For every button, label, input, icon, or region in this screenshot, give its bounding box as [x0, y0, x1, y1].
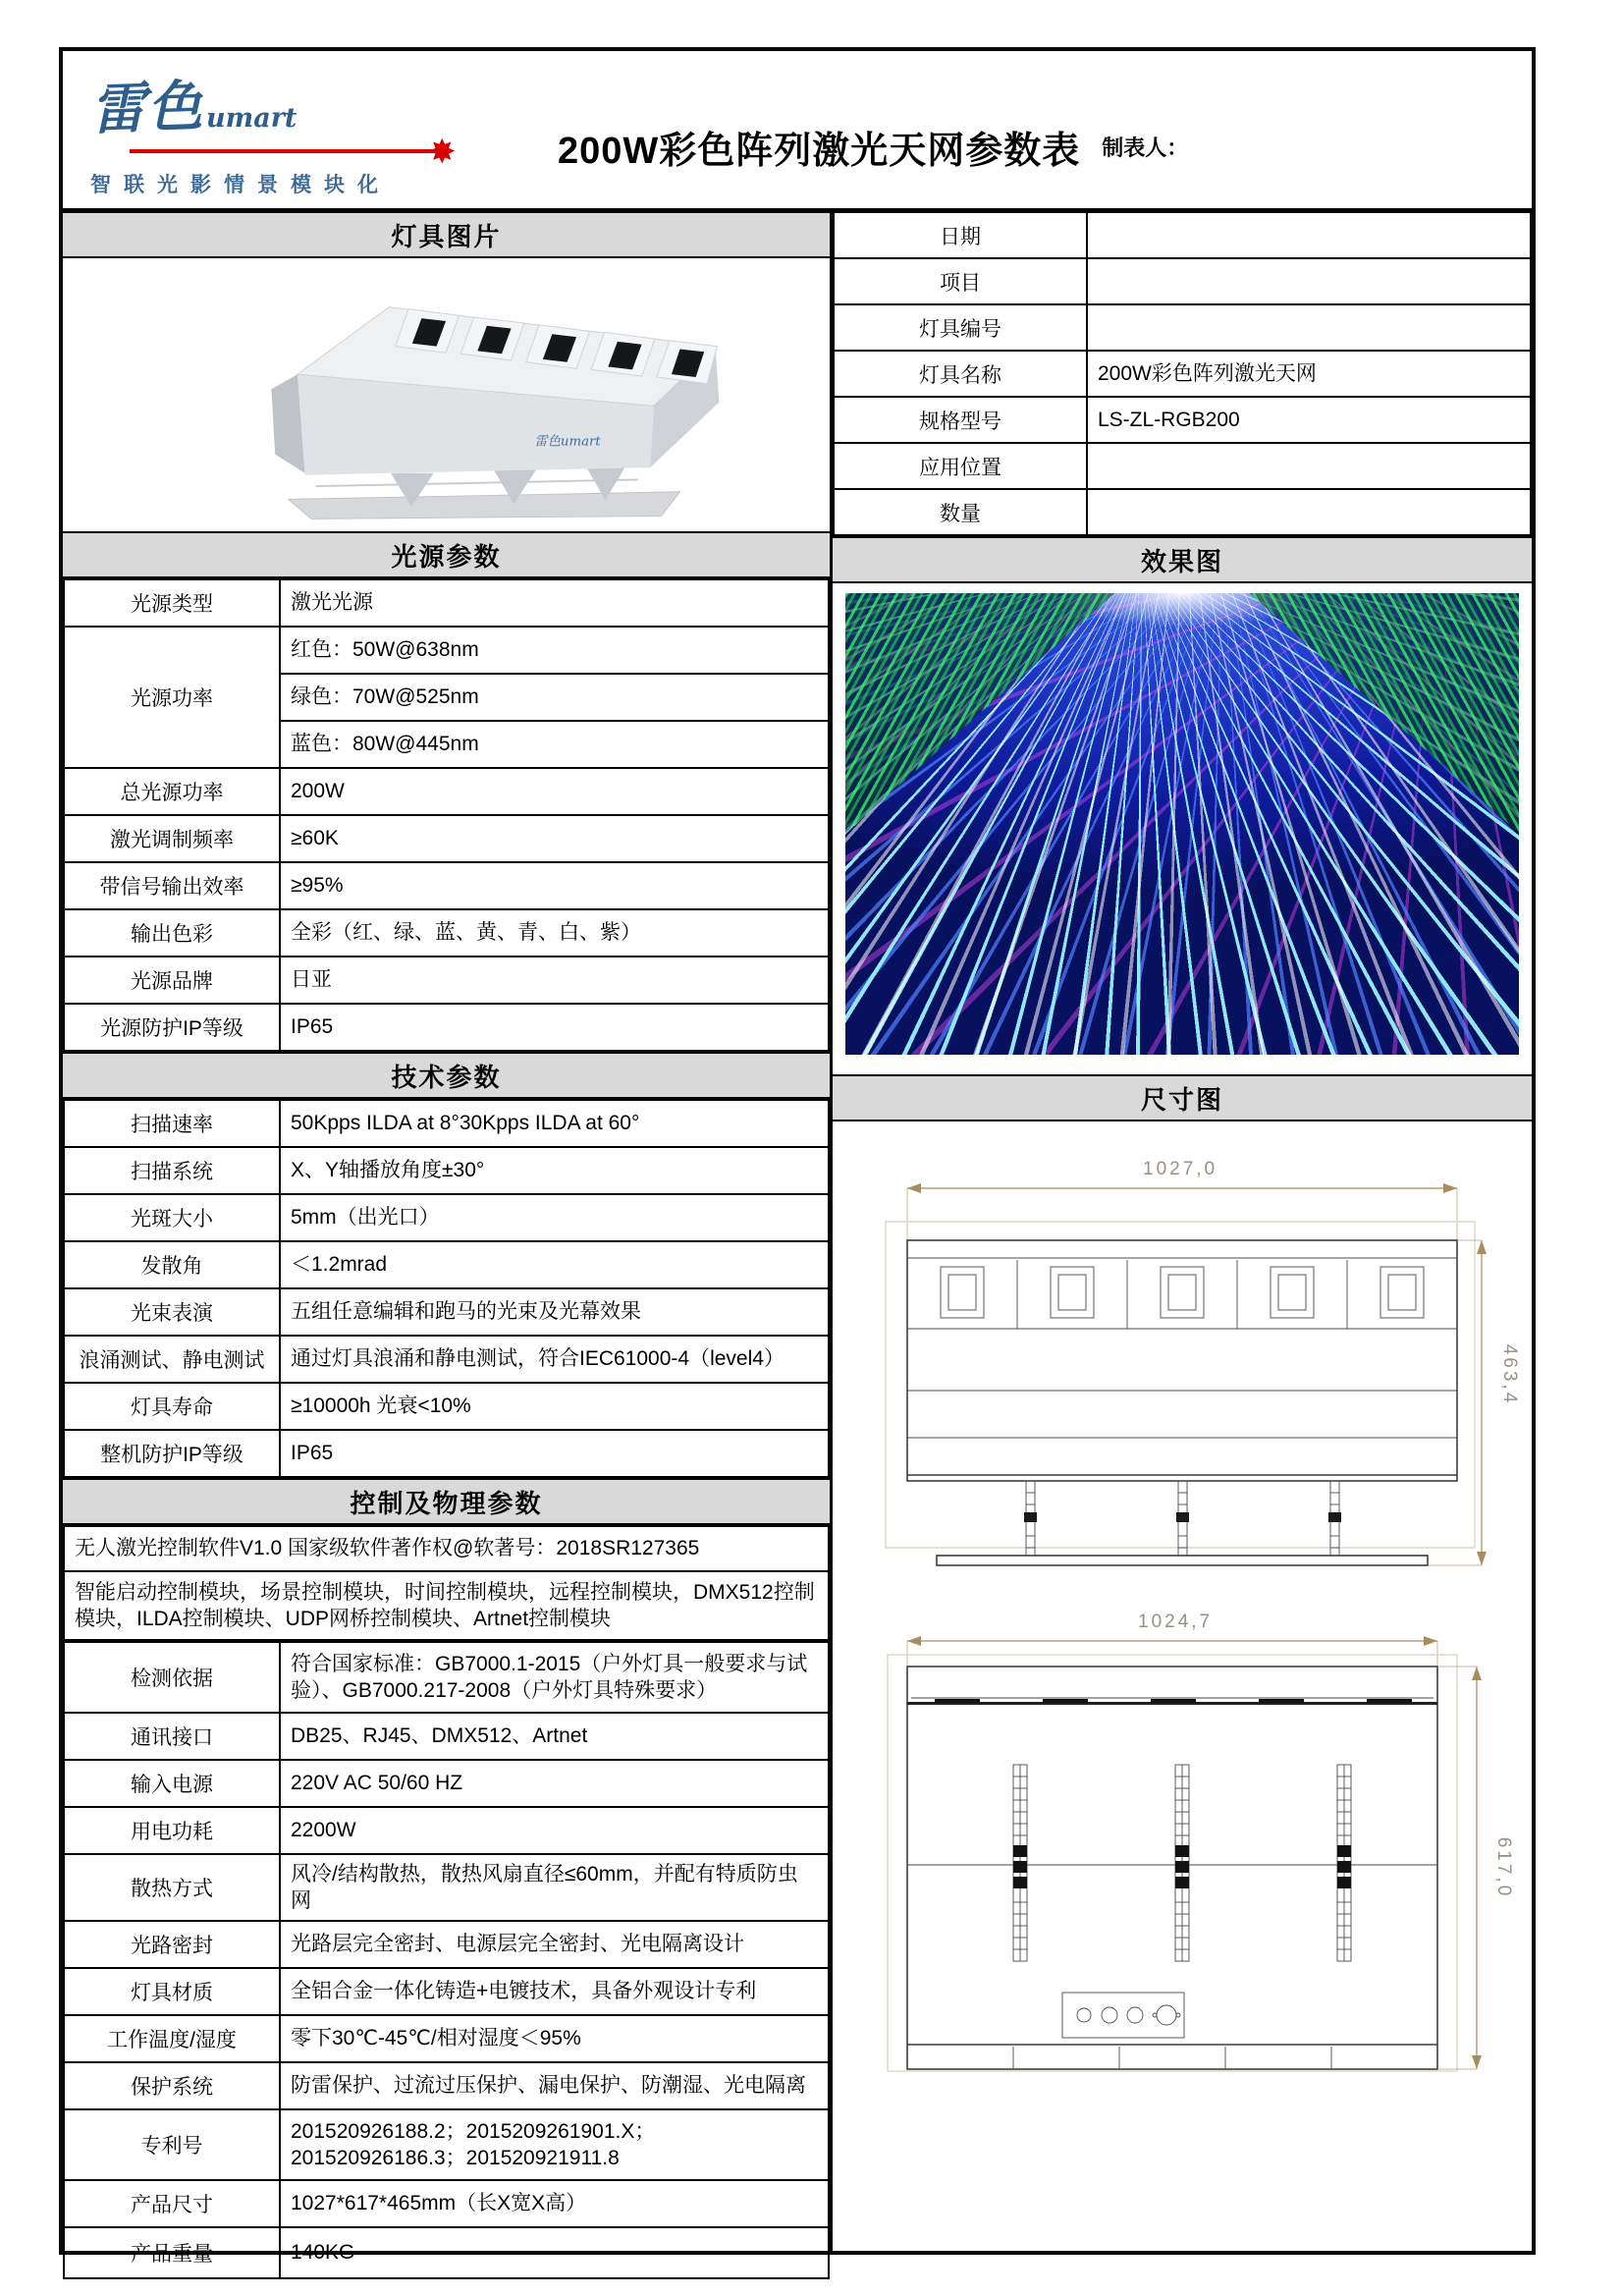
table-row	[64, 1383, 829, 1430]
table-row	[64, 768, 829, 815]
logo-wordmark	[89, 65, 524, 171]
logo-star-icon: ✸	[428, 134, 457, 171]
right-column	[833, 211, 1532, 2251]
row-value: 通过灯具浪涌和静电测试，符合IEC61000-4（level4）	[280, 1336, 829, 1383]
row-value: IP65	[280, 1430, 829, 1477]
row-value: 日亚	[280, 957, 829, 1004]
row-label: 数量	[834, 489, 1087, 535]
table-row	[834, 304, 1531, 351]
row-label: 光斑大小	[64, 1194, 280, 1241]
row-value: X、Y轴播放角度±30°	[280, 1147, 829, 1194]
row-value: 2200W	[280, 1807, 829, 1854]
row-value: 风冷/结构散热，散热风扇直径≤60mm，并配有特质防虫网	[280, 1854, 829, 1921]
row-value	[1087, 212, 1531, 258]
table-row	[64, 1854, 829, 1921]
row-label: 光源功率	[64, 627, 280, 768]
row-value: 绿色：70W@525nm	[280, 674, 829, 721]
row-label: 灯具材质	[64, 1968, 280, 2015]
row-label: 通讯接口	[64, 1713, 280, 1760]
table-row	[834, 258, 1531, 304]
row-label: 总光源功率	[64, 768, 280, 815]
row-label: 光路密封	[64, 1921, 280, 1968]
section-header-control-params: 控制及物理参数	[63, 1478, 830, 1525]
table-row	[64, 1194, 829, 1241]
table-row	[64, 2109, 829, 2180]
section-header-effect: 效果图	[833, 536, 1532, 583]
table-row	[64, 957, 829, 1004]
row-label: 光束表演	[64, 1288, 280, 1336]
table-row	[64, 579, 829, 627]
row-label: 应用位置	[834, 443, 1087, 489]
row-label: 灯具编号	[834, 304, 1087, 351]
row-label: 专利号	[64, 2109, 280, 2180]
row-value: 200W	[280, 768, 829, 815]
row-label: 光源类型	[64, 579, 280, 627]
row-value: 50Kpps ILDA at 8°30Kpps ILDA at 60°	[280, 1100, 829, 1147]
row-label: 产品重量	[64, 2227, 280, 2278]
dimension-drawings-cell	[833, 1121, 1532, 2251]
logo-brand-cn: 雷色	[89, 73, 206, 143]
row-label: 整机防护IP等级	[64, 1430, 280, 1477]
row-value: ≥60K	[280, 815, 829, 862]
logo-brand-en: umart	[206, 103, 298, 134]
row-value: ≥95%	[280, 862, 829, 909]
row-value: 1027*617*465mm（长X宽X高）	[280, 2180, 829, 2227]
light-source-table	[63, 578, 830, 1052]
fixture-photo	[63, 258, 830, 531]
row-label: 项目	[834, 258, 1087, 304]
row-value: 全彩（红、绿、蓝、黄、青、白、紫）	[280, 909, 829, 957]
row-value: 激光光源	[280, 579, 829, 627]
row-value: DB25、RJ45、DMX512、Artnet	[280, 1713, 829, 1760]
row-value	[1087, 489, 1531, 535]
table-row	[64, 1004, 829, 1051]
row-value: 201520926188.2；2015209261901.X； 201520926186.3；201520921911.8	[280, 2109, 829, 2180]
section-header-light-source: 光源参数	[63, 531, 830, 578]
table-row	[64, 1526, 829, 1571]
table-row	[834, 489, 1531, 535]
row-label: 浪涌测试、静电测试	[64, 1336, 280, 1383]
row-value: IP65	[280, 1004, 829, 1051]
row-label: 光源品牌	[64, 957, 280, 1004]
section-header-tech-params: 技术参数	[63, 1052, 830, 1099]
row-label: 灯具寿命	[64, 1383, 280, 1430]
row-value	[1087, 304, 1531, 351]
row-value: 红色：50W@638nm	[280, 627, 829, 674]
page-title: 200W彩色阵列激光天网参数表	[558, 130, 1081, 172]
row-label: 保护系统	[64, 2062, 280, 2109]
table-row	[64, 1713, 829, 1760]
row-value: 全铝合金一体化铸造+电镀技术，具备外观设计专利	[280, 1968, 829, 2015]
table-row	[834, 351, 1531, 397]
row-value: 符合国家标准：GB7000.1-2015（户外灯具一般要求与试验）、GB7000.217-2008（户外灯具特殊要求）	[280, 1642, 829, 1713]
table-row	[64, 1571, 829, 1640]
table-row	[64, 1968, 829, 2015]
control-fullwidth-table	[63, 1525, 830, 1641]
table-row	[64, 1921, 829, 1968]
row-value: 220V AC 50/60 HZ	[280, 1760, 829, 1807]
row-value: 5mm（出光口）	[280, 1194, 829, 1241]
row-label: 工作温度/湿度	[64, 2015, 280, 2062]
table-row	[834, 212, 1531, 258]
table-row	[64, 627, 829, 674]
table-row	[64, 2015, 829, 2062]
dim-top-width-label: 1024,7	[1138, 1612, 1214, 1632]
table-row	[64, 2180, 829, 2227]
title-block	[558, 51, 1532, 208]
author-label: 制表人：	[1102, 135, 1189, 160]
row-value	[1087, 443, 1531, 489]
table-row	[64, 2062, 829, 2109]
front-view-legs	[1024, 1481, 1341, 1556]
row-label: 发散角	[64, 1241, 280, 1288]
sheet-header	[63, 51, 1532, 208]
row-value	[1087, 258, 1531, 304]
row-label: 输出色彩	[64, 909, 280, 957]
row-label: 灯具名称	[834, 351, 1087, 397]
row-label: 日期	[834, 212, 1087, 258]
row-value: 防雷保护、过流过压保护、漏电保护、防潮湿、光电隔离	[280, 2062, 829, 2109]
row-value: 蓝色：80W@445nm	[280, 721, 829, 768]
logo-underline	[130, 149, 444, 153]
row-label: 产品尺寸	[64, 2180, 280, 2227]
row-value: 五组任意编辑和跑马的光束及光幕效果	[280, 1288, 829, 1336]
company-logo	[63, 51, 524, 208]
row-label: 用电功耗	[64, 1807, 280, 1854]
table-row	[64, 1642, 829, 1713]
tech-params-table	[63, 1099, 830, 1478]
table-row	[64, 1288, 829, 1336]
fixture-photo-drawing	[142, 264, 751, 525]
laser-effect-image	[845, 593, 1519, 1055]
table-row	[64, 1336, 829, 1383]
row-label: 光源防护IP等级	[64, 1004, 280, 1051]
row-label: 带信号输出效率	[64, 862, 280, 909]
logo-slogan: 智联光影情景模块化	[90, 174, 391, 196]
row-value: ＜1.2mrad	[280, 1241, 829, 1288]
table-row	[834, 443, 1531, 489]
row-value: 无人激光控制软件V1.0 国家级软件著作权@软著号：2018SR127365	[64, 1526, 829, 1571]
dimension-drawing-front-view	[839, 1147, 1526, 1594]
row-label: 输入电源	[64, 1760, 280, 1807]
section-header-fixture-photo: 灯具图片	[63, 211, 830, 258]
row-label: 散热方式	[64, 1854, 280, 1921]
effect-image-cell	[833, 583, 1532, 1074]
table-row	[64, 1147, 829, 1194]
row-value: 智能启动控制模块，场景控制模块，时间控制模块，远程控制模块，DMX512控制模块，ILDA控制模块、UDP网桥控制模块、Artnet控制模块	[64, 1571, 829, 1640]
left-column	[63, 211, 833, 2266]
row-value: 光路层完全密封、电源层完全密封、光电隔离设计	[280, 1921, 829, 1968]
row-label: 激光调制频率	[64, 815, 280, 862]
section-header-dimensions: 尺寸图	[833, 1074, 1532, 1121]
table-row	[64, 2227, 829, 2278]
dim-front-width-label: 1027,0	[1143, 1159, 1218, 1179]
table-row	[64, 1241, 829, 1288]
table-row	[64, 1100, 829, 1147]
row-label: 扫描速率	[64, 1100, 280, 1147]
row-label: 规格型号	[834, 397, 1087, 443]
table-row	[64, 1760, 829, 1807]
fixture-info-table	[833, 211, 1532, 536]
top-view-hinges	[1013, 1765, 1351, 1961]
fixture-photo-logo-mark: 雷色umart	[533, 434, 601, 450]
table-row	[834, 397, 1531, 443]
dim-front-height-label: 463,4	[1499, 1343, 1520, 1406]
row-value: 200W彩色阵列激光天网	[1087, 351, 1531, 397]
table-row	[64, 1430, 829, 1477]
row-label: 检测依据	[64, 1642, 280, 1713]
dimension-drawing-top-view	[839, 1608, 1526, 2118]
row-value: 零下30℃-45℃/相对湿度＜95%	[280, 2015, 829, 2062]
top-view-connector-panel	[1062, 1993, 1184, 2038]
row-value: 140KG	[280, 2227, 829, 2278]
table-row	[64, 1807, 829, 1854]
table-row	[64, 815, 829, 862]
table-row	[64, 862, 829, 909]
spec-sheet-page	[59, 47, 1536, 2266]
row-label: 扫描系统	[64, 1147, 280, 1194]
table-row	[64, 909, 829, 957]
dim-top-depth-label: 617,0	[1493, 1836, 1514, 1899]
row-value: ≥10000h 光衰<10%	[280, 1383, 829, 1430]
control-params-table	[63, 1641, 830, 2279]
sheet-body	[63, 208, 1532, 2266]
row-value: LS-ZL-RGB200	[1087, 397, 1531, 443]
